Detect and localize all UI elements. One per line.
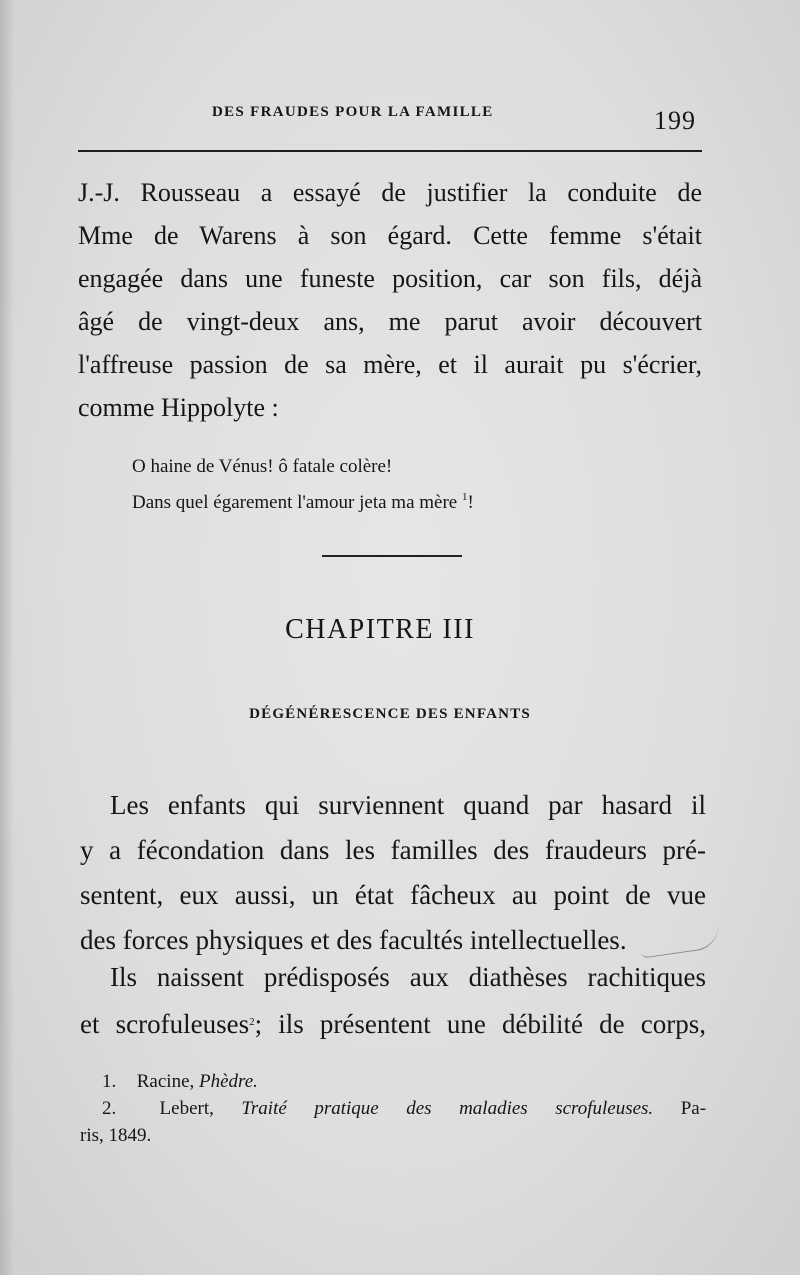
footnote-title: Phèdre.: [199, 1071, 258, 1092]
text-line: engagée dans une funeste position, car son fils, déjà: [78, 264, 702, 293]
footnote-marker: 2: [249, 1016, 255, 1028]
text-line: l'affreuse passion de sa mère, et il aurait pu s'écrier,: [78, 350, 702, 379]
text-line: Mme de Warens à son égard. Cette femme s'était: [78, 221, 702, 250]
footnote-2-continuation: ris, 1849.: [80, 1125, 152, 1146]
text-line: Les enfants qui surviennent quand par hasard il: [110, 790, 706, 820]
footnote-author: Racine,: [136, 1071, 195, 1092]
running-title: DES FRAUDES POUR LA FAMILLE: [212, 104, 494, 120]
verse-text: Dans quel égarement l'amour jeta ma mère: [132, 492, 458, 513]
text-line: Ils naissent prédisposés aux diathèses rachitiques: [110, 962, 706, 992]
chapter-title: CHAPITRE III: [285, 614, 475, 645]
paragraph-diatheses: [80, 955, 706, 1045]
footnote-number: 1.: [102, 1071, 117, 1092]
text-line: J.-J. Rousseau a essayé de justifier la conduite de: [78, 178, 702, 207]
text-line: des forces physiques et des facultés intellectuelles.: [80, 925, 627, 955]
paragraph-rousseau: [78, 171, 702, 429]
footnote-number: 2.: [102, 1098, 117, 1119]
text-segment: ; ils présentent une débilité de corps,: [254, 1009, 706, 1039]
text-line: âgé de vingt-deux ans, me parut avoir découvert: [78, 307, 702, 336]
section-separator: [322, 555, 462, 557]
footnote-author: Lebert,: [159, 1098, 214, 1119]
header-rule: [78, 150, 702, 152]
chapter-subtitle: DÉGÉNÉRESCENCE DES ENFANTS: [249, 706, 531, 722]
footnote-tail: Pa-: [680, 1098, 707, 1119]
text-segment: et scrofuleuses: [80, 1009, 250, 1039]
footnote-title: Traité pratique des maladies scrofuleuses.: [241, 1098, 654, 1119]
verse-quotation: [132, 452, 474, 518]
page-number: 199: [654, 106, 696, 135]
footnotes: [80, 1068, 706, 1149]
text-line: [80, 1000, 706, 1045]
text-line: y a fécondation dans les familles des fraudeurs pré-: [80, 835, 706, 865]
footnote-2: [80, 1095, 706, 1122]
footnote-1: [80, 1068, 706, 1095]
paragraph-enfants: [80, 783, 706, 963]
verse-punct: !: [467, 492, 474, 513]
text-line: sentent, eux aussi, un état fâcheux au point de vue: [80, 880, 706, 910]
verse-line: [132, 482, 474, 518]
verse-line: O haine de Vénus! ô fatale colère!: [132, 456, 393, 477]
footnote-marker: 1: [461, 491, 468, 503]
text-line: comme Hippolyte :: [78, 393, 279, 422]
